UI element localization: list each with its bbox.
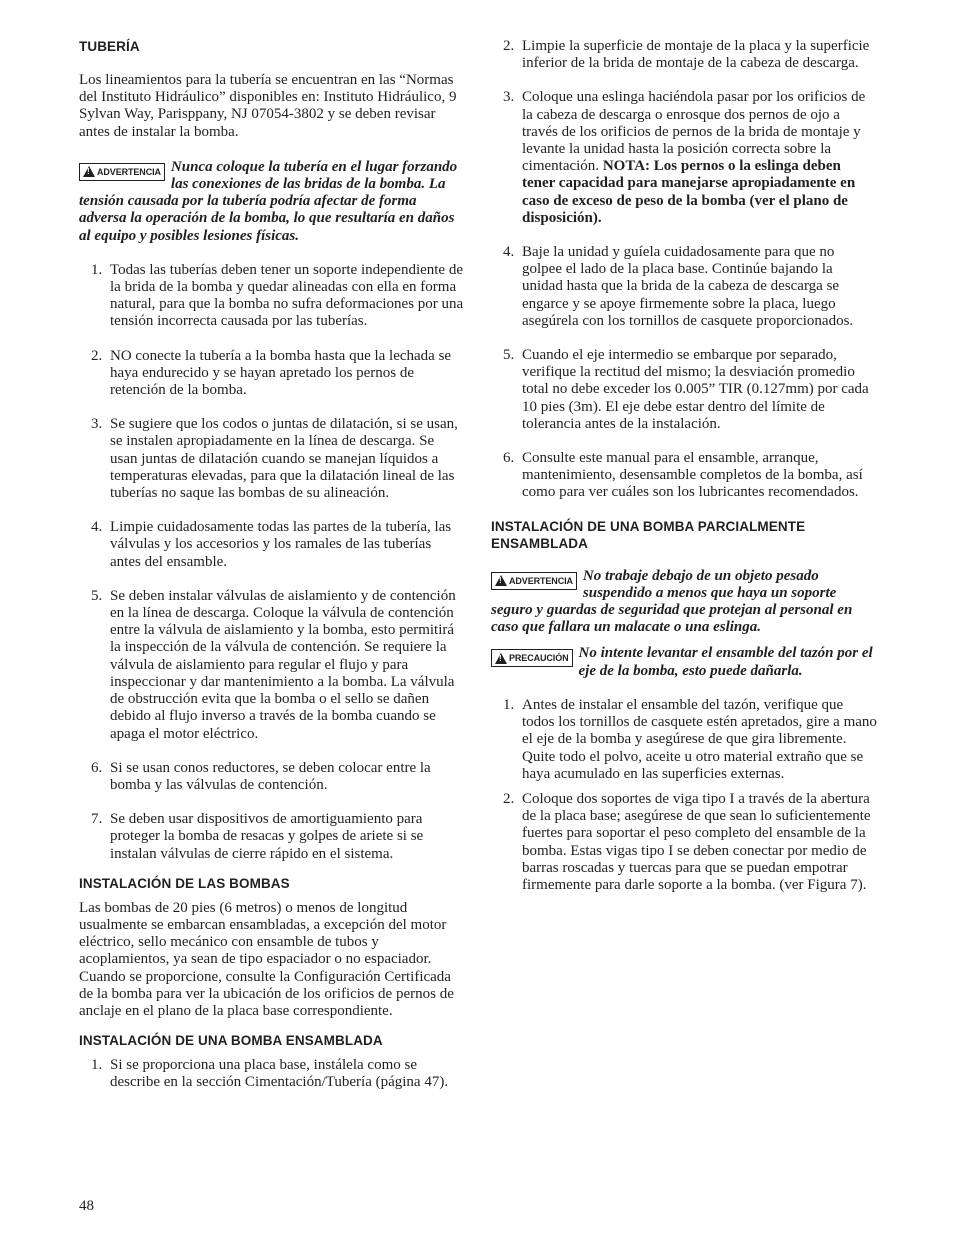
- page-number: 48: [79, 1198, 94, 1214]
- piping-list: [79, 262, 465, 863]
- piping-warning: [79, 159, 465, 245]
- list-item: 4. Limpie cuidadosamente todas las partes de la tubería, las válvulas y los accesorios y los ramales de las tuberías antes del ensamble.: [91, 519, 452, 570]
- note-text: NOTA: Los pernos o la eslinga deben tener capacidad para manejarse apropiadamente en caso de exceso de peso de la bomba (ver el plano de disposición).: [522, 158, 856, 226]
- warning-badge: ! ADVERTENCIA: [491, 572, 577, 590]
- list-item: 7. Se deben usar dispositivos de amortiguamiento para proteger la bomba de resacas y golpes de ariete si se instalan válvulas de cierre rápido en el sistema.: [91, 811, 424, 862]
- caution-triangle-icon: [495, 653, 507, 664]
- list-item: 5. Cuando el eje intermedio se embarque por separado, verifique la rectitud del mismo; la desviación promedio total no debe exceder los 0.005” TIR (0.127mm) por cada 10 pies (3m). El eje debe estar dentro del límite de tolerancia antes de la instalación.: [503, 347, 869, 432]
- warning-text: Nunca coloque la tubería en el lugar forzando las conexiones de las bridas de la bomba. La tensión causada por la tubería podría afectar de forma adversa la operación de la bomba, lo que resultaría en daños al equipo y posibles lesiones físicas.: [79, 158, 458, 244]
- caution-text: No intente levantar el ensamble del tazón por el eje de la bomba, esto puede dañarla.: [578, 645, 873, 679]
- list-item: 1. Si se proporciona una placa base, instálela como se describe en la sección Cimentación/Tubería (página 47).: [91, 1057, 449, 1091]
- list-item: 2. NO conecte la tubería a la bomba hasta que la lechada se haya endurecido y se hayan apretado los pernos de retención de la bomba.: [91, 347, 452, 399]
- list-item: 3. Se sugiere que los codos o juntas de dilatación, si se usan, se instalen apropiadamente en la línea de descarga. Se usan juntas de dilatación cuando se manejan líquidos a temperaturas elevadas, para que la dilatación lineal de las tuberías no saque las bombas de su alineación.: [91, 416, 458, 502]
- warning-badge: ! ADVERTENCIA: [79, 163, 165, 181]
- section-heading-partial: INSTALACIÓN DE UNA BOMBA PARCIALMENTE ENSAMBLADA: [491, 518, 806, 551]
- list-item: 1. Todas las tuberías deben tener un soporte independiente de la brida de la bomba y quedar alineadas con ella en forma natural, para que la bomba no sufra deformaciones por una tensión incorrecta causada por las tuberías.: [91, 261, 464, 330]
- pump-install-text: Las bombas de 20 pies (6 metros) o menos de longitud usualmente se embarcan ensambladas, a excepción del motor eléctrico, sello mecánico con ensamble de tubos y acoplamientos, ya sean de tipo espaciador o no espaciador. Cuando se proporcione, consulte la Configuración Certificada de la bomba para ver la ubicación de los orificios de pernos de anclaje en el plano de la placa base correspondiente.: [79, 899, 454, 1019]
- caution-badge: ! PRECAUCIÓN: [491, 649, 573, 667]
- list-item: 3. Coloque una eslinga haciéndola pasar por los orificios de la cabeza de descarga o enrosque dos pernos de ojo a través de los orificios de pernos de la brida de montaje y levante la unidad hasta la posición correcta sobre la cimentación. NOTA: Los pernos o la eslinga deben tener capacidad para manejarse apropiadamente en caso de exceso de peso de la bomba (ver el plano de disposición).: [503, 89, 866, 226]
- warning-triangle-icon: [495, 575, 507, 586]
- left-column: [79, 38, 465, 1092]
- list-item: 5. Se deben instalar válvulas de aislamiento y de contención en la línea de descarga. Coloque la válvula de contención entre la válvula de aislamiento y la bomba, esto permitirá la inspección de la válvula de contención. Se requiere la válvula de aislamiento para regular el flujo y para inspeccionar y dar mantenimiento a la bomba. La válvula de obstrucción evita que la bomba o el sello se dañen debido al flujo inverso a través de la bomba cuando se apaga el motor eléctrico.: [91, 587, 456, 742]
- partial-list: [491, 697, 877, 894]
- warning-text: No trabaje debajo de un objeto pesado suspendido a menos que haya un soporte seguro y guardas de seguridad que protejan al personal en caso que fallara un malacate o una eslinga.: [491, 567, 853, 636]
- section-heading-piping: TUBERÍA: [79, 39, 140, 54]
- section-heading-pump-install: INSTALACIÓN DE LAS BOMBAS: [79, 875, 290, 891]
- partial-warning: [491, 568, 877, 637]
- warning-triangle-icon: [83, 166, 95, 177]
- list-item: 6. Consulte este manual para el ensamble, arranque, mantenimiento, desensamble completos de la bomba, así como para ver cuáles son los lubricantes recomendados.: [503, 450, 863, 501]
- list-item: 4. Baje la unidad y guíela cuidadosamente para que no golpee el lado de la placa base. Continúe bajando la unidad hasta que la brida de la cabeza de descarga se engarce y se apoye firmemente sobre la placa, luego asegúrela con los tornillos de casquete proporcionados.: [503, 244, 854, 329]
- assembled-list-continued: [491, 38, 877, 502]
- piping-intro: Los lineamientos para la tubería se encuentran en las “Normas del Instituto Hidráulico” disponibles en: Instituto Hidráulico, 9 Sylvan Way, Parisppany, NJ 07054-3802 y se deben revisar antes de instalar la bomba.: [79, 72, 457, 140]
- assembled-list: [79, 1057, 465, 1091]
- list-item: 1. Antes de instalar el ensamble del tazón, verifique que todos los tornillos de casquete estén apretados, gire a mano el eje de la bomba y asegúrese de que gira libremente. Quite todo el polvo, aceite u otro material extraño que se haya acumulado en las superficies externas.: [503, 696, 877, 782]
- list-item: 2. Limpie la superficie de montaje de la placa y la superficie inferior de la brida de montaje de la cabeza de descarga.: [503, 38, 870, 72]
- right-column: [491, 38, 877, 894]
- partial-caution: [491, 645, 877, 679]
- list-item: 6. Si se usan conos reductores, se deben colocar entre la bomba y las válvulas de contención.: [91, 759, 431, 793]
- section-heading-assembled: INSTALACIÓN DE UNA BOMBA ENSAMBLADA: [79, 1033, 383, 1049]
- list-item: 2. Coloque dos soportes de viga tipo I a través de la abertura de la placa base; asegúrese de que sean lo suficientemente fuertes para soportar el peso completo del ensamble de la bomba. Estas vigas tipo I se deben conectar por medio de barras roscadas y tuercas para que se puedan empotrar firmemente para darle soporte a la bomba. (ver Figura 7).: [503, 790, 871, 893]
